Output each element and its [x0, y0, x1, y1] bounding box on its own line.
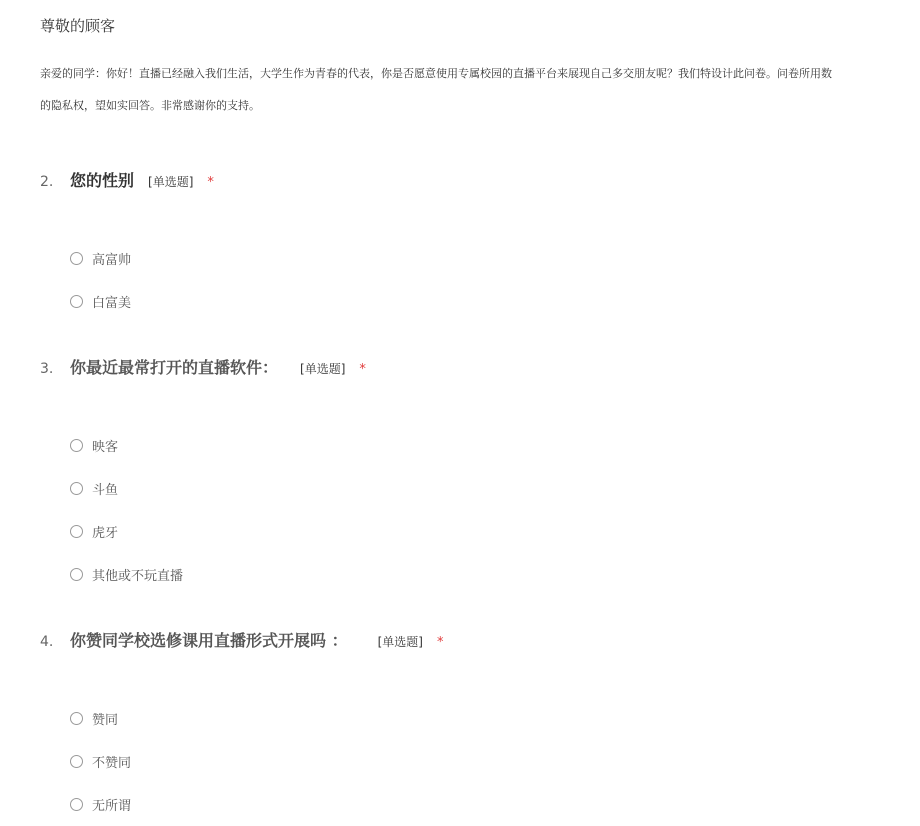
- radio-button[interactable]: [70, 295, 83, 308]
- option-item[interactable]: [70, 237, 860, 280]
- option-label: 白富美: [92, 296, 132, 311]
- question-type: [单选题]: [377, 635, 423, 649]
- option-label: 其他或不玩直播: [92, 569, 184, 584]
- option-item[interactable]: [70, 280, 860, 323]
- question-header: [40, 628, 860, 651]
- option-item[interactable]: [70, 783, 860, 826]
- option-label: 不赞同: [92, 756, 132, 771]
- required-marker: *: [207, 175, 214, 190]
- option-item[interactable]: [70, 467, 860, 510]
- options-list: [40, 237, 860, 323]
- option-label: 无所谓: [92, 799, 132, 814]
- radio-button[interactable]: [70, 525, 83, 538]
- intro-text: [40, 58, 920, 122]
- radio-button[interactable]: [70, 798, 83, 811]
- question-number: 3.: [40, 361, 54, 377]
- option-label: 高富帅: [92, 253, 132, 268]
- salutation: 尊敬的顾客: [40, 17, 116, 35]
- required-marker: *: [359, 362, 366, 377]
- question-gender: [40, 168, 860, 323]
- radio-button[interactable]: [70, 712, 83, 725]
- radio-button[interactable]: [70, 568, 83, 581]
- question-number: 4.: [40, 634, 54, 650]
- option-label: 赞同: [92, 713, 119, 728]
- radio-button[interactable]: [70, 252, 83, 265]
- option-item[interactable]: [70, 424, 860, 467]
- radio-button[interactable]: [70, 755, 83, 768]
- question-elective-live: [40, 628, 860, 826]
- intro-line: 亲爱的同学：你好！直播已经融入我们生活，大学生作为青春的代表，你是否愿意使用专属校园的直播平台来展现自己多交朋友呢？我们特设计此问卷。问卷所用数: [40, 67, 832, 80]
- question-type: [单选题]: [148, 175, 194, 189]
- question-title: 你赞同学校选修课用直播形式开展吗 ：: [70, 631, 348, 650]
- question-type: [单选题]: [300, 362, 346, 376]
- radio-button[interactable]: [70, 482, 83, 495]
- question-title: 你最近最常打开的直播软件：: [70, 358, 279, 377]
- options-list: [40, 424, 860, 596]
- question-live-app: [40, 355, 860, 596]
- intro-line: 的隐私权，望如实回答。非常感谢你的支持。: [40, 99, 260, 112]
- option-item[interactable]: [70, 740, 860, 783]
- required-marker: *: [436, 635, 444, 650]
- option-label: 斗鱼: [92, 483, 119, 498]
- options-list: [40, 697, 860, 826]
- option-item[interactable]: [70, 697, 860, 740]
- question-header: [40, 355, 860, 378]
- option-label: 虎牙: [92, 526, 119, 541]
- question-number: 2.: [40, 174, 54, 190]
- option-label: 映客: [92, 440, 119, 455]
- question-header: [40, 168, 860, 191]
- option-item[interactable]: [70, 553, 860, 596]
- radio-button[interactable]: [70, 439, 83, 452]
- question-title: 您的性别: [70, 171, 135, 190]
- option-item[interactable]: [70, 510, 860, 553]
